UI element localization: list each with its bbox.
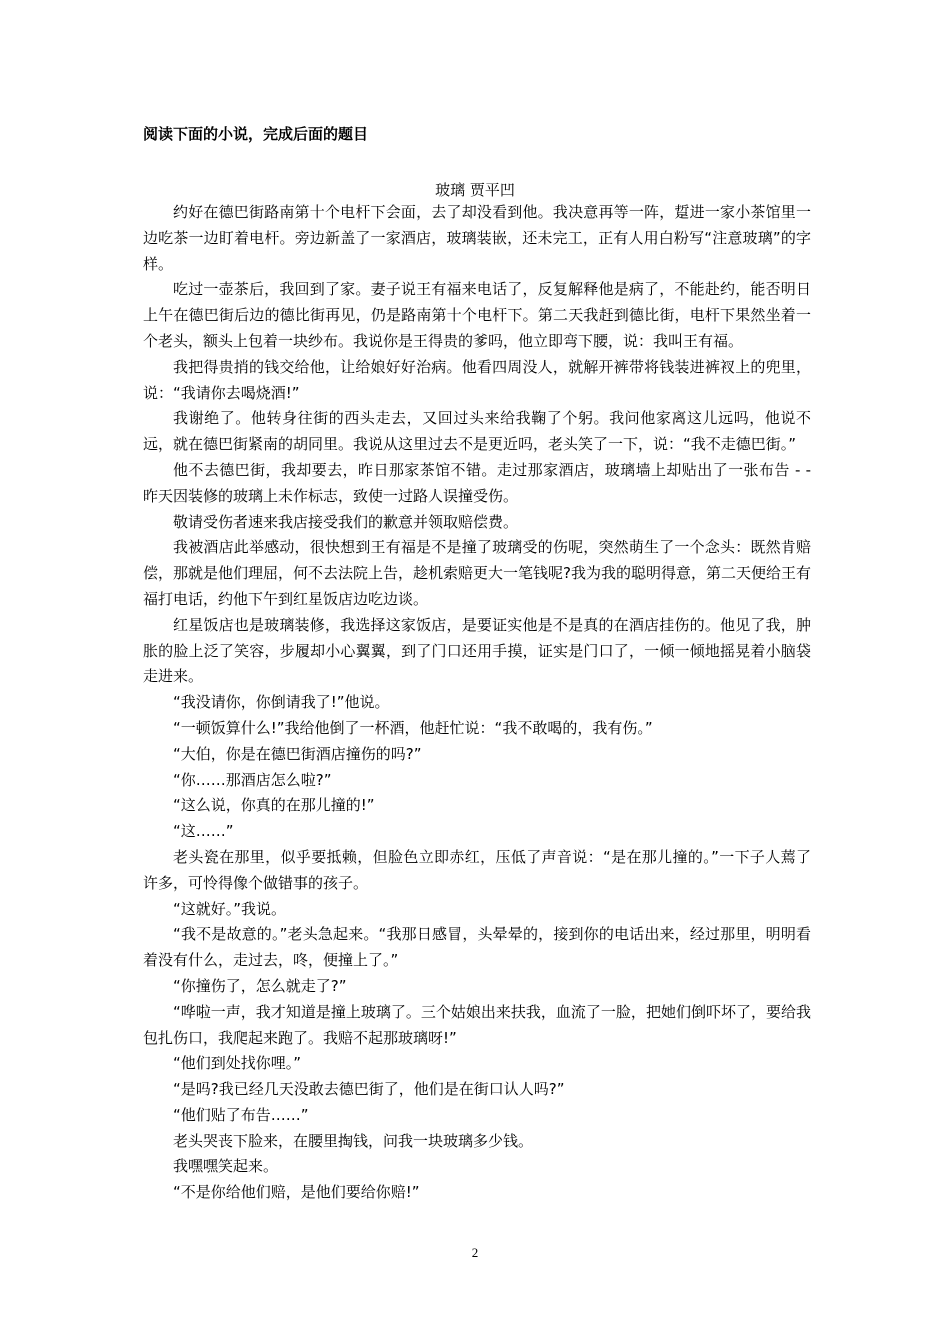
paragraph: 我嘿嘿笑起来。 (173, 1157, 279, 1176)
paragraph: “他们到处找你哩。” (173, 1054, 302, 1073)
paragraph: “是吗?我已经几天没敢去德巴街了，他们是在街口认人吗?” (173, 1080, 565, 1099)
paragraph: “大伯，你是在德巴街酒店撞伤的吗?” (173, 744, 422, 763)
paragraph: “我没请你，你倒请我了!”他说。 (173, 693, 390, 712)
paragraph: “你……那酒店怎么啦?” (173, 770, 332, 789)
story-title: 玻璃 贾平凹 (435, 181, 515, 199)
paragraph: “哗啦一声，我才知道是撞上玻璃了。三个姑娘出来扶我，血流了一脸，把她们倒吓坏了，要给我包扎伤口，我爬起来跑了。我赔不起那玻璃呀!” (143, 1002, 811, 1047)
paragraph: “我不是故意的。”老头急起来。“我那日感冒，头晕晕的，接到你的电话出来，经过那里，明明看着没有什么，走过去，咚，便撞上了。” (143, 925, 811, 970)
paragraph: 红星饭店也是玻璃装修，我选择这家饭店，是要证实他是不是真的在酒店挂伤的。他见了我，肿胀的脸上泛了笑容，步履却小心翼翼，到了门口还用手摸，证实是门口了，一倾一倾地摇晃着小脑袋走进来。 (143, 615, 811, 686)
paragraph: 我把得贵捎的钱交给他，让给娘好好治病。他看四周没人，就解开裤带将钱装进裤衩上的兜里，说：“我请你去喝烧酒!” (143, 357, 811, 402)
paragraph: 吃过一壶茶后，我回到了家。妻子说王有福来电话了，反复解释他是病了，不能赴约，能否明日上午在德巴街后边的德比街再见，仍是路南第十个电杆下。第二天我赶到德比街，电杆下果然坐着一个老头，额头上包着一块纱布。我说你是王得贵的爹吗，他立即弯下腰，说：我叫王有福。 (143, 280, 811, 350)
paragraph: “你撞伤了，怎么就走了?” (173, 976, 347, 995)
paragraph: “这就好。”我说。 (173, 899, 287, 918)
page-number: 2 (471, 1245, 479, 1260)
paragraph: 老头哭丧下脸来，在腰里掏钱，问我一块玻璃多少钱。 (173, 1131, 534, 1150)
paragraph: “一顿饭算什么!”我给他倒了一杯酒，他赶忙说：“我不敢喝的，我有伤。” (173, 718, 653, 737)
paragraph: 敬请受伤者速来我店接受我们的歉意并领取赔偿费。 (173, 512, 519, 531)
paragraph: 他不去德巴街，我却要去，昨日那家茶馆不错。走过那家酒店，玻璃墙上却贴出了一张布告 - - 昨天因装修的玻璃上未作标志，致使一过路人误撞受伤。 (143, 460, 811, 505)
instruction-heading: 阅读下面的小说，完成后面的题目 (143, 125, 369, 143)
paragraph: “这么说，你真的在那儿撞的!” (173, 796, 375, 815)
paragraph: “这……” (173, 822, 234, 841)
paragraph: 我谢绝了。他转身往街的西头走去，又回过头来给我鞠了个躬。我问他家离这儿远吗，他说不远，就在德巴街紧南的胡同里。我说从这里过去不是更近吗，老头笑了一下，说：“我不走德巴街。” (143, 409, 811, 454)
story-body (143, 200, 811, 1206)
paragraph: 我被酒店此举感动，很快想到王有福是不是撞了玻璃受的伤呢，突然萌生了一个念头：既然肯赔偿，那就是他们理屈，何不去法院上告，趁机索赔更大一笔钱呢?我为我的聪明得意，第二天便给王有福打电话，约他下午到红星饭店边吃边谈。 (143, 538, 811, 608)
paragraph: 老头瓷在那里，似乎要抵赖，但脸色立即赤红，压低了声音说：“是在那儿撞的。”一下子人蔫了许多，可怜得像个做错事的孩子。 (143, 847, 811, 892)
paragraph: “他们贴了布告……” (173, 1105, 309, 1124)
paragraph: “不是你给他们赔，是他们要给你赔!” (173, 1183, 420, 1202)
paragraph: 约好在德巴街路南第十个电杆下会面，去了却没看到他。我决意再等一阵，踅进一家小茶馆里一边吃茶一边盯着电杆。旁边新盖了一家酒店，玻璃装嵌，还未完工，正有人用白粉写“注意玻璃”的字样。 (143, 203, 811, 273)
